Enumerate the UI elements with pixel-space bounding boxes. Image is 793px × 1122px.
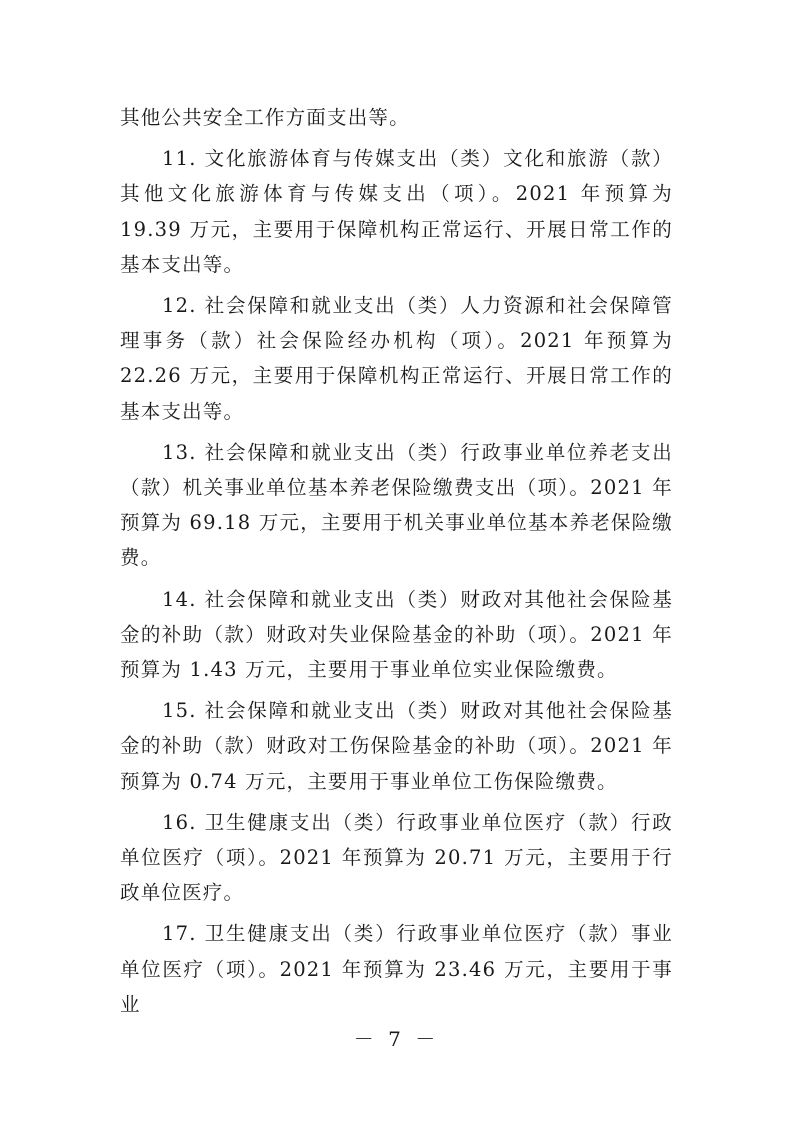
paragraph-item-11: 11. 文化旅游体育与传媒支出（类）文化和旅游（款）其他文化旅游体育与传媒支出（项）。2021 年预算为 19.39 万元，主要用于保障机构正常运行、开展日常工作的基本支出等。 xyxy=(120,147,673,276)
paragraph-item-16: 16. 卫生健康支出（类）行政事业单位医疗（款）行政单位医疗（项）。2021 年预算为 20.71 万元，主要用于行政单位医疗。 xyxy=(120,810,673,905)
page-number: － 7 － xyxy=(353,1027,440,1051)
paragraph-item-12: 12. 社会保障和就业支出（类）人力资源和社会保障管理事务（款）社会保险经办机构（项）。2021 年预算为 22.26 万元，主要用于保障机构正常运行、开展日常工作的基本支出等。 xyxy=(120,294,673,423)
paragraph-item-14: 14. 社会保障和就业支出（类）财政对其他社会保险基金的补助（款）财政对失业保险基金的补助（项）。2021 年预算为 1.43 万元，主要用于事业单位实业保险缴费。 xyxy=(120,587,673,682)
paragraph-item-13: 13. 社会保障和就业支出（类）行政事业单位养老支出（款）机关事业单位基本养老保险缴费支出（项）。2021 年预算为 69.18 万元，主要用于机关事业单位基本养老保险缴费。 xyxy=(120,440,673,570)
paragraph-item-17: 17. 卫生健康支出（类）行政事业单位医疗（款）事业单位医疗（项）。2021 年预算为 23.46 万元，主要用于事业 xyxy=(120,922,673,1016)
document-body xyxy=(120,100,673,1028)
paragraph-item-15: 15. 社会保障和就业支出（类）财政对其他社会保险基金的补助（款）财政对工伤保险基金的补助（项）。2021 年预算为 0.74 万元，主要用于事业单位工伤保险缴费。 xyxy=(120,699,673,793)
paragraph-continuation: 其他公共安全工作方面支出等。 xyxy=(120,106,410,129)
